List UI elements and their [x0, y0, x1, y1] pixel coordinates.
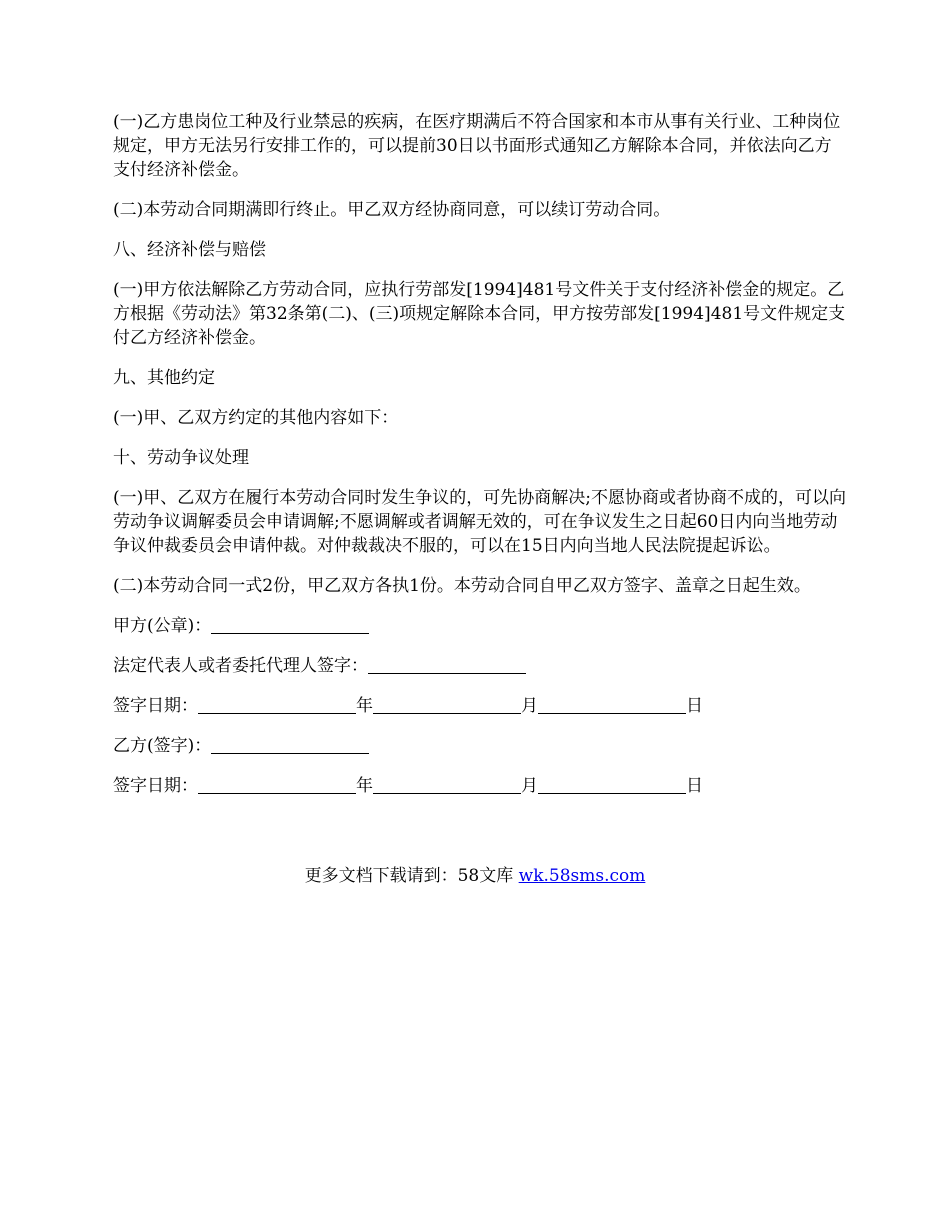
party-b-label: 乙方(签字)：	[113, 736, 212, 756]
party-a-blank	[211, 615, 369, 634]
section-heading-other-terms: 九、其他约定	[113, 368, 215, 388]
party-b-blank	[211, 735, 369, 754]
day-blank-a	[538, 695, 686, 714]
footer-text: 更多文档下载请到：58文库	[304, 866, 519, 886]
year-label-a: 年	[356, 696, 373, 716]
signature-party-b	[113, 734, 848, 758]
signature-date-a	[113, 694, 848, 718]
sign-date-a-label: 签字日期：	[113, 696, 198, 716]
year-blank-a	[198, 695, 356, 714]
signature-date-b	[113, 774, 848, 798]
party-a-label: 甲方(公章)：	[113, 616, 212, 636]
signature-representative	[113, 654, 848, 678]
paragraph-other-terms: (一)甲、乙双方约定的其他内容如下：	[113, 408, 399, 428]
paragraph-medical-termination: (一)乙方患岗位工种及行业禁忌的疾病，在医疗期满后不符合国家和本市从事有关行业、工种岗位规定，甲方无法另行安排工作的，可以提前30日以书面形式通知乙方解除本合同，并依法向乙方支付经济补偿金。	[113, 112, 841, 180]
sign-date-b-label: 签字日期：	[113, 776, 198, 796]
year-label-b: 年	[356, 776, 373, 796]
day-label-a: 日	[686, 696, 703, 716]
footer-link[interactable]: wk.58sms.com	[518, 866, 646, 886]
month-label-b: 月	[521, 776, 538, 796]
paragraph-contract-expiry: (二)本劳动合同期满即行终止。甲乙双方经协商同意，可以续订劳动合同。	[113, 200, 671, 220]
signature-party-a	[113, 614, 848, 638]
paragraph-copies: (二)本劳动合同一式2份，甲乙双方各执1份。本劳动合同自甲乙双方签字、盖章之日起生效。	[113, 576, 811, 596]
section-heading-compensation: 八、经济补偿与赔偿	[113, 240, 266, 260]
day-blank-b	[538, 775, 686, 794]
year-blank-b	[198, 775, 356, 794]
month-label-a: 月	[521, 696, 538, 716]
paragraph-dispute: (一)甲、乙双方在履行本劳动合同时发生争议的，可先协商解决;不愿协商或者协商不成的，可以向劳动争议调解委员会申请调解;不愿调解或者调解无效的，可在争议发生之日起60日内向当地劳动争议仲裁委员会申请仲裁。对仲裁裁决不服的，可以在15日内向当地人民法院提起诉讼。	[113, 488, 846, 556]
document-body	[113, 110, 848, 814]
month-blank-a	[373, 695, 521, 714]
day-label-b: 日	[686, 776, 703, 796]
representative-label: 法定代表人或者委托代理人签字：	[113, 656, 368, 676]
paragraph-compensation: (一)甲方依法解除乙方劳动合同，应执行劳部发[1994]481号文件关于支付经济补偿金的规定。乙方根据《劳动法》第32条第(二)、(三)项规定解除本合同，甲方按劳部发[1994]481号文件规定支付乙方经济补偿金。	[113, 280, 846, 348]
footer-download-note	[0, 864, 950, 888]
section-heading-dispute: 十、劳动争议处理	[113, 448, 249, 468]
representative-blank	[368, 655, 526, 674]
month-blank-b	[373, 775, 521, 794]
